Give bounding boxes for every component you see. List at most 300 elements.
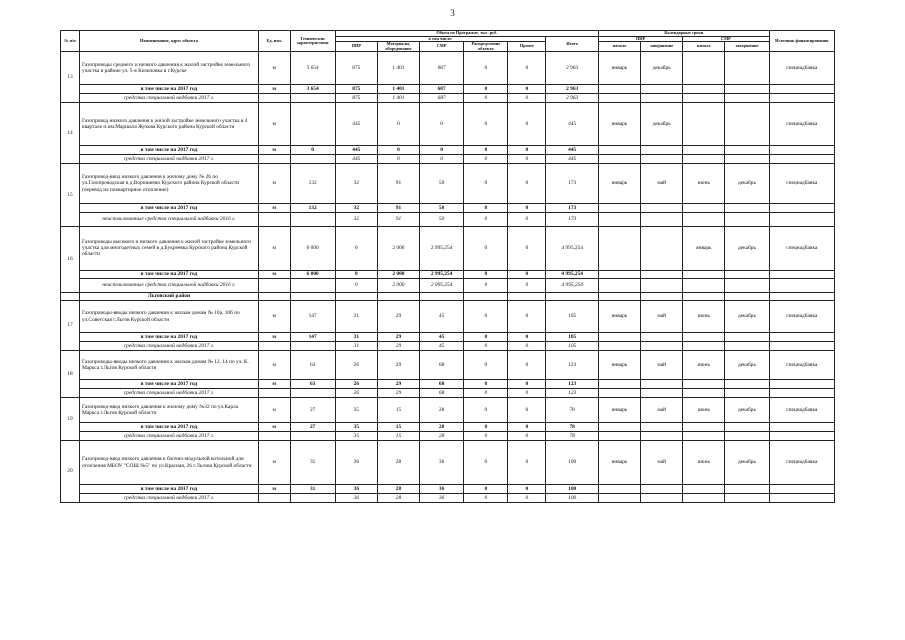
other-cell: 0 <box>508 204 546 213</box>
incl-label: в том числе на 2017 год <box>79 423 258 432</box>
smr-cell: 0 <box>420 146 464 155</box>
other-cell: 0 <box>508 301 546 333</box>
dist-cell: 0 <box>464 441 508 485</box>
tech-cell: 27 <box>290 423 335 432</box>
header-incl: в том числе: <box>335 36 546 42</box>
smr-cell: 36 <box>420 485 464 494</box>
table-row <box>61 52 835 85</box>
tech-cell: 6 000 <box>290 226 335 270</box>
materials-cell: 91 <box>377 204 419 213</box>
tech-cell: 63 <box>290 380 335 389</box>
empty-cell <box>683 341 725 351</box>
unit-cell: м <box>258 485 290 494</box>
materials-cell: 29 <box>377 341 419 351</box>
subtotal-row <box>61 146 835 155</box>
unit-cell: м <box>258 146 290 155</box>
smr-cell: 2 995,254 <box>420 270 464 279</box>
materials-cell: 0 <box>377 146 419 155</box>
pir-end-cell: май <box>641 301 683 333</box>
total-cell: 173 <box>546 212 599 226</box>
source-cell: спецнадбавка <box>769 103 834 146</box>
other-cell: 0 <box>508 85 546 94</box>
other-cell: 0 <box>508 441 546 485</box>
pir-cell: 31 <box>335 341 377 351</box>
dist-cell: 0 <box>464 301 508 333</box>
other-cell: 0 <box>508 154 546 164</box>
header-no: № п/п <box>61 31 80 52</box>
tech-cell: 132 <box>290 164 335 204</box>
empty-cell <box>508 293 546 301</box>
subtotal-row <box>61 93 835 103</box>
header-calendar: Календарные сроки <box>599 31 770 37</box>
unit-cell: м <box>258 301 290 333</box>
smr-cell: 28 <box>420 423 464 432</box>
other-cell: 0 <box>508 146 546 155</box>
row-number: 13 <box>61 52 80 103</box>
incl-label: в том числе на 2017 год <box>79 333 258 342</box>
empty-cell <box>641 85 683 94</box>
empty-cell <box>769 146 834 155</box>
tech-cell: 147 <box>290 301 335 333</box>
empty-cell <box>725 154 769 164</box>
empty-cell <box>377 293 419 301</box>
empty-cell <box>725 493 769 503</box>
pir-start-cell: январь <box>599 103 641 146</box>
table-body <box>61 52 835 503</box>
smr-cell: 687 <box>420 93 464 103</box>
empty-cell <box>683 93 725 103</box>
smr-cell: 68 <box>420 351 464 380</box>
empty-cell <box>683 85 725 94</box>
pir-cell: 26 <box>335 388 377 398</box>
table-row <box>61 441 835 485</box>
empty-cell <box>683 146 725 155</box>
other-cell: 0 <box>508 341 546 351</box>
header-pir: ПИР <box>335 42 377 52</box>
empty-cell <box>683 388 725 398</box>
tech-cell <box>290 388 335 398</box>
materials-cell: 28 <box>377 493 419 503</box>
other-cell: 0 <box>508 93 546 103</box>
unit-cell: м <box>258 423 290 432</box>
tech-cell <box>290 93 335 103</box>
subtotal-row <box>61 493 835 503</box>
subtotal-row <box>61 388 835 398</box>
empty-cell <box>641 154 683 164</box>
header-end-smr: завершение <box>725 42 769 52</box>
materials-cell: 2 000 <box>377 270 419 279</box>
fund-label: средства специальной надбавки 2017 г. <box>79 154 258 164</box>
object-name: Газопровод-ввод низкого давления к жилому дому № 26 по ул.Газопроводская в д.Ворошнево Курского района Курской области (перевод на поквартирное отопление) <box>79 164 258 204</box>
smr-end-cell: декабрь <box>725 164 769 204</box>
total-cell: 4 995,254 <box>546 279 599 293</box>
smr-cell: 687 <box>420 85 464 94</box>
source-cell: спецнадбавка <box>769 398 834 423</box>
program-table <box>60 30 835 503</box>
unit-cell: м <box>258 204 290 213</box>
empty-cell <box>599 493 641 503</box>
empty-cell <box>725 431 769 441</box>
header-start-pir: начало <box>599 42 641 52</box>
other-cell: 0 <box>508 388 546 398</box>
unit-cell <box>258 154 290 164</box>
incl-label: в том числе на 2017 год <box>79 485 258 494</box>
header-smr: СМР <box>420 42 464 52</box>
other-cell: 0 <box>508 279 546 293</box>
unit-cell: м <box>258 52 290 85</box>
empty-cell <box>683 485 725 494</box>
row-number: 18 <box>61 351 80 398</box>
pir-cell: 0 <box>335 270 377 279</box>
tech-cell: 31 <box>290 485 335 494</box>
pir-cell: 32 <box>335 204 377 213</box>
dist-cell: 0 <box>464 380 508 389</box>
empty-cell <box>641 270 683 279</box>
smr-cell: 68 <box>420 388 464 398</box>
fund-label: средства специальной надбавки 2017 г. <box>79 388 258 398</box>
smr-start-cell <box>683 52 725 85</box>
subtotal-row <box>61 380 835 389</box>
empty-cell <box>769 485 834 494</box>
empty-cell <box>641 293 683 301</box>
pir-end-cell <box>641 226 683 270</box>
other-cell: 0 <box>508 380 546 389</box>
materials-cell: 2 000 <box>377 226 419 270</box>
pir-cell: 36 <box>335 441 377 485</box>
empty-cell <box>641 333 683 342</box>
materials-cell: 28 <box>377 441 419 485</box>
empty-cell <box>641 485 683 494</box>
smr-end-cell: декабрь <box>725 351 769 380</box>
total-cell: 2 963 <box>546 85 599 94</box>
empty-cell <box>725 341 769 351</box>
tech-cell: 0 <box>290 146 335 155</box>
empty-cell <box>599 431 641 441</box>
materials-cell: 91 <box>377 164 419 204</box>
smr-cell: 45 <box>420 301 464 333</box>
empty-cell <box>725 279 769 293</box>
source-cell: спецнадбавка <box>769 441 834 485</box>
section-row <box>61 293 835 301</box>
empty-cell <box>725 333 769 342</box>
materials-cell: 15 <box>377 431 419 441</box>
dist-cell: 0 <box>464 154 508 164</box>
dist-cell: 0 <box>464 103 508 146</box>
header-program-amount: Объем по Программе, тыс. руб. <box>335 31 598 37</box>
pir-cell: 26 <box>335 351 377 380</box>
materials-cell: 1 401 <box>377 85 419 94</box>
tech-cell <box>290 279 335 293</box>
total-cell: 78 <box>546 398 599 423</box>
smr-cell: 50 <box>420 212 464 226</box>
total-cell: 173 <box>546 164 599 204</box>
pir-cell: 35 <box>335 398 377 423</box>
materials-cell: 29 <box>377 301 419 333</box>
header-dist: Распределение объекта <box>464 42 508 52</box>
incl-label: в том числе на 2017 год <box>79 270 258 279</box>
empty-cell <box>725 485 769 494</box>
section-spacer <box>61 293 80 301</box>
unit-cell: м <box>258 85 290 94</box>
other-cell: 0 <box>508 103 546 146</box>
materials-cell: 29 <box>377 388 419 398</box>
total-cell: 105 <box>546 301 599 333</box>
fund-label: средства специальной надбавки 2017 г. <box>79 93 258 103</box>
empty-cell <box>599 333 641 342</box>
smr-start-cell: июнь <box>683 351 725 380</box>
header-source: Источник финансирования <box>769 31 834 52</box>
empty-cell <box>769 270 834 279</box>
pir-cell: 35 <box>335 423 377 432</box>
object-name: Газопровод-ввод низкого давления к блочно-модульной котельной для отопления МБОУ "СОШ №5" по ул.Красная, 26 г.Льгова Курской области <box>79 441 258 485</box>
header-tech: Технические характеристики <box>290 31 335 52</box>
section-title: Льговский район <box>79 293 258 301</box>
total-cell: 4 995,254 <box>546 270 599 279</box>
dist-cell: 0 <box>464 388 508 398</box>
unit-cell <box>258 388 290 398</box>
total-cell: 100 <box>546 485 599 494</box>
total-cell: 445 <box>546 154 599 164</box>
tech-cell <box>290 493 335 503</box>
fund-label: средства специальной надбавки 2017 г. <box>79 341 258 351</box>
total-cell: 123 <box>546 351 599 380</box>
row-number: 17 <box>61 301 80 351</box>
pir-cell: 26 <box>335 380 377 389</box>
empty-cell <box>683 212 725 226</box>
empty-cell <box>725 204 769 213</box>
empty-cell <box>290 293 335 301</box>
smr-cell: 2 995,254 <box>420 226 464 270</box>
subtotal-row <box>61 212 835 226</box>
empty-cell <box>599 485 641 494</box>
materials-cell: 29 <box>377 380 419 389</box>
materials-cell: 15 <box>377 398 419 423</box>
empty-cell <box>599 380 641 389</box>
pir-cell: 31 <box>335 333 377 342</box>
smr-cell: 50 <box>420 204 464 213</box>
other-cell: 0 <box>508 398 546 423</box>
smr-start-cell <box>683 103 725 146</box>
pir-cell: 445 <box>335 146 377 155</box>
total-cell: 100 <box>546 441 599 485</box>
materials-cell: 29 <box>377 333 419 342</box>
pir-end-cell: май <box>641 164 683 204</box>
unit-cell <box>258 279 290 293</box>
pir-cell: 31 <box>335 301 377 333</box>
smr-start-cell: январь <box>683 226 725 270</box>
dist-cell: 0 <box>464 52 508 85</box>
empty-cell <box>641 93 683 103</box>
pir-end-cell: май <box>641 351 683 380</box>
dist-cell: 0 <box>464 93 508 103</box>
header-cal-smr: СМР <box>683 36 769 42</box>
materials-cell: 0 <box>377 154 419 164</box>
pir-cell: 445 <box>335 103 377 146</box>
empty-cell <box>599 93 641 103</box>
total-cell: 2 963 <box>546 93 599 103</box>
smr-start-cell: июнь <box>683 398 725 423</box>
empty-cell <box>599 146 641 155</box>
empty-cell <box>599 154 641 164</box>
dist-cell: 0 <box>464 485 508 494</box>
tech-cell <box>290 212 335 226</box>
empty-cell <box>769 333 834 342</box>
pir-cell: 445 <box>335 154 377 164</box>
subtotal-row <box>61 423 835 432</box>
fund-label: средства специальной надбавки 2017 г. <box>79 431 258 441</box>
subtotal-row <box>61 270 835 279</box>
total-cell: 123 <box>546 380 599 389</box>
empty-cell <box>725 388 769 398</box>
unit-cell <box>258 212 290 226</box>
smr-cell: 50 <box>420 164 464 204</box>
smr-start-cell: июнь <box>683 301 725 333</box>
row-number: 20 <box>61 441 80 503</box>
empty-cell <box>641 146 683 155</box>
pir-cell: 36 <box>335 493 377 503</box>
empty-cell <box>769 431 834 441</box>
other-cell: 0 <box>508 164 546 204</box>
dist-cell: 0 <box>464 351 508 380</box>
fund-label: неиспользованные средства специальной надбавки 2016 г. <box>79 212 258 226</box>
fund-label: средства специальной надбавки 2017 г. <box>79 493 258 503</box>
subtotal-row <box>61 431 835 441</box>
empty-cell <box>683 270 725 279</box>
empty-cell <box>641 423 683 432</box>
row-number: 15 <box>61 164 80 227</box>
object-name: Газопроводы среднего и низкого давления к жилой застройке земельного участка в районе ул. 5-я Кизиловка в г.Курске <box>79 52 258 85</box>
other-cell: 0 <box>508 226 546 270</box>
empty-cell <box>641 279 683 293</box>
materials-cell: 2 000 <box>377 279 419 293</box>
empty-cell <box>641 493 683 503</box>
smr-cell: 687 <box>420 52 464 85</box>
incl-label: в том числе на 2017 год <box>79 380 258 389</box>
empty-cell <box>599 212 641 226</box>
empty-cell <box>641 341 683 351</box>
total-cell: 445 <box>546 146 599 155</box>
row-number: 16 <box>61 226 80 293</box>
pir-start-cell <box>599 226 641 270</box>
empty-cell <box>683 279 725 293</box>
empty-cell <box>683 333 725 342</box>
header-total: Итого <box>546 36 599 52</box>
tech-cell <box>290 341 335 351</box>
empty-cell <box>769 204 834 213</box>
total-cell: 173 <box>546 204 599 213</box>
materials-cell: 0 <box>377 103 419 146</box>
empty-cell <box>725 146 769 155</box>
source-cell: спецнадбавка <box>769 226 834 270</box>
header-end-pir: завершение <box>641 42 683 52</box>
total-cell: 4 995,254 <box>546 226 599 270</box>
empty-cell <box>335 293 377 301</box>
object-name: Газопровод низкого давления к жилой застройке земельного участка в 4 квартале п.им.Маршала Жукова Курского района Курской области <box>79 103 258 146</box>
unit-cell: м <box>258 380 290 389</box>
smr-cell: 28 <box>420 398 464 423</box>
pir-cell: 36 <box>335 485 377 494</box>
header-cal-pir: ПИР <box>599 36 683 42</box>
pir-start-cell: январь <box>599 441 641 485</box>
pir-cell: 32 <box>335 212 377 226</box>
smr-cell: 36 <box>420 441 464 485</box>
pir-start-cell: январь <box>599 301 641 333</box>
table-row <box>61 103 835 146</box>
pir-cell: 35 <box>335 431 377 441</box>
empty-cell <box>769 493 834 503</box>
smr-start-cell: июнь <box>683 441 725 485</box>
total-cell: 100 <box>546 493 599 503</box>
total-cell: 2 963 <box>546 52 599 85</box>
unit-cell <box>258 493 290 503</box>
unit-cell: м <box>258 164 290 204</box>
subtotal-row <box>61 279 835 293</box>
other-cell: 0 <box>508 423 546 432</box>
row-number: 19 <box>61 398 80 441</box>
other-cell: 0 <box>508 52 546 85</box>
table-row <box>61 226 835 270</box>
source-cell: спецнадбавка <box>769 351 834 380</box>
table-row <box>61 301 835 333</box>
empty-cell <box>725 293 769 301</box>
incl-label: в том числе на 2017 год <box>79 204 258 213</box>
smr-cell: 36 <box>420 493 464 503</box>
dist-cell: 0 <box>464 398 508 423</box>
total-cell: 123 <box>546 388 599 398</box>
empty-cell <box>599 85 641 94</box>
pir-end-cell: декабрь <box>641 52 683 85</box>
empty-cell <box>725 380 769 389</box>
empty-cell <box>599 388 641 398</box>
unit-cell: м <box>258 333 290 342</box>
table-row <box>61 164 835 204</box>
empty-cell <box>683 423 725 432</box>
source-cell: спецнадбавка <box>769 164 834 204</box>
smr-end-cell: декабрь <box>725 398 769 423</box>
unit-cell: м <box>258 270 290 279</box>
smr-cell: 0 <box>420 103 464 146</box>
header-unit: Ед. изм. <box>258 31 290 52</box>
tech-cell: 63 <box>290 351 335 380</box>
incl-label: в том числе на 2017 год <box>79 146 258 155</box>
incl-label: в том числе на 2017 год <box>79 85 258 94</box>
total-cell: 78 <box>546 431 599 441</box>
total-cell: 105 <box>546 341 599 351</box>
dist-cell: 0 <box>464 226 508 270</box>
pir-cell: 875 <box>335 85 377 94</box>
object-name: Газопроводы-вводы низкого давления к жилым домам № 12, 14 по ул. К. Маркса г.Льгов Курской области <box>79 351 258 380</box>
empty-cell <box>683 293 725 301</box>
empty-cell <box>725 270 769 279</box>
dist-cell: 0 <box>464 212 508 226</box>
source-cell: спецнадбавка <box>769 52 834 85</box>
tech-cell: 3 654 <box>290 52 335 85</box>
header-start-smr: начало <box>683 42 725 52</box>
dist-cell: 0 <box>464 493 508 503</box>
unit-cell: м <box>258 103 290 146</box>
dist-cell: 0 <box>464 146 508 155</box>
empty-cell <box>769 423 834 432</box>
pir-start-cell: январь <box>599 164 641 204</box>
smr-cell: 68 <box>420 380 464 389</box>
smr-cell: 2 995,254 <box>420 279 464 293</box>
pir-cell: 875 <box>335 93 377 103</box>
empty-cell <box>641 431 683 441</box>
subtotal-row <box>61 85 835 94</box>
subtotal-row <box>61 204 835 213</box>
tech-cell: 27 <box>290 398 335 423</box>
table-header <box>61 31 835 52</box>
